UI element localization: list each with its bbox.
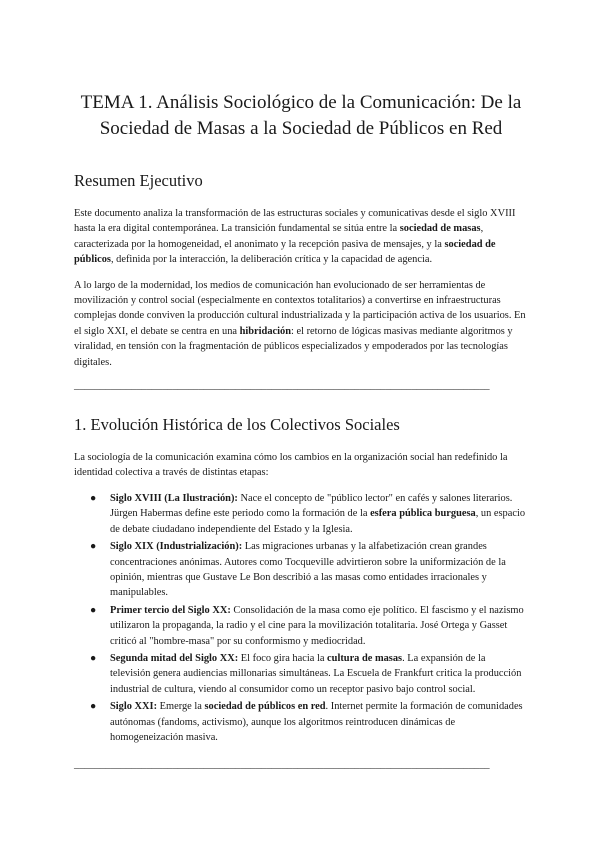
item-label: Siglo XXI: [110, 701, 158, 713]
bullet-icon: ● [90, 492, 97, 504]
summary-paragraph-1 [74, 206, 528, 268]
section-1-heading: 1. Evolución Histórica de los Colectivos Sociales [74, 415, 400, 435]
text-run: . La expansión de la televisión genera audiencias millonarias simultáneas. La Escuela de Frankfurt critica la producción industrial de cultura, viendo al consumidor como un receptor pasivo bajo control social. [110, 652, 522, 695]
list-item [90, 603, 528, 649]
bullet-icon: ● [90, 652, 97, 664]
list-item [90, 539, 528, 601]
item-label: Siglo XIX (Industrialización): [110, 541, 243, 553]
text-run: Este documento analiza la transformación de las estructuras sociales y comunicativas desde el siglo XVIII hasta la era digital contemporánea. La transición fundamental se sitúa entre la [74, 208, 516, 235]
summary-paragraph-2 [74, 278, 528, 370]
item-label: Segunda mitad del Siglo XX: [110, 652, 239, 664]
text-run: Las migraciones urbanas y la alfabetización crean grandes concentraciones anónimas. Autores como Tocqueville advirtieron sobre la uniformización de la opinión, mientras que Gustave Le Bon describió a las masas como entidades irracionales y manipulables. [110, 541, 506, 599]
text-run: El foco gira hacia la [238, 652, 328, 664]
bullet-icon: ● [90, 541, 97, 553]
bold-term: sociedad de públicos en red [204, 701, 326, 713]
document-title: TEMA 1. Análisis Sociológico de la Comunicación: De la Sociedad de Masas a la Sociedad de Públicos en Red [80, 92, 522, 139]
document-content [74, 90, 528, 793]
section-1-intro: La sociología de la comunicación examina cómo los cambios en la organización social han redefinido la identidad colectiva a través de distintas etapas: [74, 452, 508, 479]
text-run: , definida por la interacción, la deliberación crítica y la capacidad de agencia. [110, 254, 433, 266]
text-run: . Internet permite la formación de comunidades autónomas (fandoms, activismo), aunque los algoritmos reintroducen dinámicas de homogeneización masiva. [110, 701, 523, 743]
list-item [90, 699, 528, 745]
bold-term: sociedad de masas [399, 223, 481, 235]
summary-heading: Resumen Ejecutivo [74, 171, 203, 190]
bold-term: hibridación [239, 325, 291, 337]
item-label: Siglo XVIII (La Ilustración): [110, 492, 238, 504]
bullet-icon: ● [90, 604, 97, 616]
text-run: , caracterizada por la homogeneidad, el anonimato y la recepción pasiva de mensajes, y la [74, 223, 484, 250]
bold-term: esfera pública burguesa [370, 508, 476, 520]
horizontal-rule: ________________________________________________________________________________ [74, 380, 490, 392]
text-run: A lo largo de la modernidad, los medios de comunicación han evolucionado de ser herramientas de movilización y control social (especialmente en contextos totalitarios) a convertirse en infraestructuras complejas donde conviven la producción cultural industrializada y la participación activa de los usuarios. En el siglo XXI, el debate se centra en una [74, 279, 526, 337]
text-run: Consolidación de la masa como eje político. El fascismo y el nazismo utilizaron la propaganda, la radio y el cine para la movilización totalitaria. José Ortega y Gasset criticó al "hombre-masa" por su conformismo y mediocridad. [110, 604, 524, 647]
item-label: Primer tercio del Siglo XX: [110, 604, 231, 616]
text-run: Emerge la [157, 701, 205, 713]
bold-term: sociedad de públicos [74, 238, 496, 266]
text-run: , un espacio de debate ciudadano independiente del Estado y la Iglesia. [110, 508, 526, 535]
bold-term: cultura de masas [327, 652, 403, 664]
text-run: Nace el concepto de "público lector" en cafés y salones literarios. Jürgen Habermas define este periodo como la formación de la [110, 492, 513, 520]
text-run: : el retorno de lógicas masivas mediante algoritmos y viralidad, en tensión con la fragmentación de públicos especializados y empoderados por las tecnologías digitales. [74, 325, 513, 368]
list-item [90, 491, 528, 537]
bullet-icon: ● [90, 701, 97, 713]
bullet-list [74, 491, 528, 746]
horizontal-rule: ________________________________________________________________________________ [74, 759, 490, 771]
list-item [90, 651, 528, 697]
